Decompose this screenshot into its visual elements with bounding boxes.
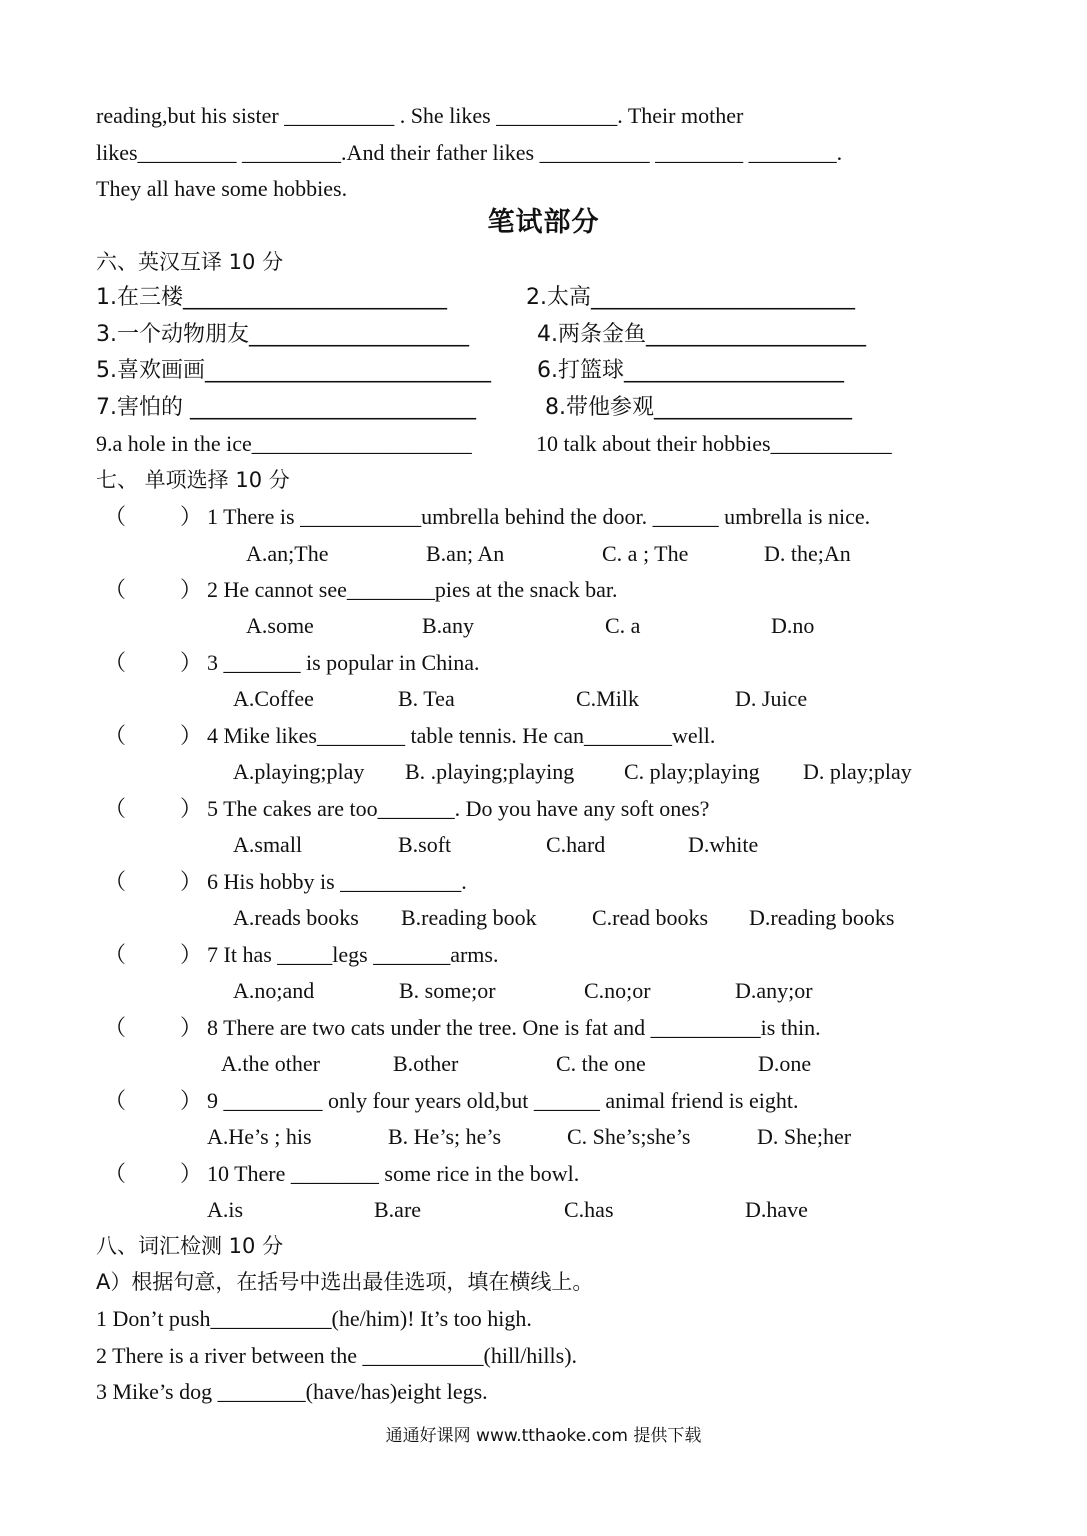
passage-line-3: They all have some hobbies.	[96, 176, 348, 201]
answer-paren-right: ）	[180, 942, 203, 967]
passage-line-2: likes_________ _________.And their father likes __________ ________ ________.	[96, 140, 843, 165]
answer-paren-left: （	[104, 577, 127, 602]
q10-option-c: C.has	[564, 1197, 614, 1222]
answer-paren-right: ）	[180, 1015, 203, 1040]
question-2-stem: 2 He cannot see________pies at the snack bar.	[207, 577, 618, 602]
question-5-stem: 5 The cakes are too_______. Do you have any soft ones?	[207, 796, 710, 821]
q2-option-d: D.no	[771, 613, 815, 638]
q5-option-a: A.small	[233, 832, 303, 857]
q5-option-b: B.soft	[398, 832, 452, 857]
q5-option-d: D.white	[688, 832, 759, 857]
answer-paren-left: （	[104, 723, 127, 748]
answer-paren-left: （	[104, 869, 127, 894]
q3-option-a: A.Coffee	[233, 686, 314, 711]
part6-heading: 六、英汉互译 10 分	[96, 250, 284, 274]
q8-option-c: C. the one	[556, 1051, 646, 1076]
q3-option-c: C.Milk	[576, 686, 639, 711]
answer-paren-right: ）	[180, 504, 203, 529]
question-9-stem: 9 _________ only four years old,but ______ animal friend is eight.	[207, 1088, 799, 1113]
translate-item-5: 5.喜欢画画__________________________	[96, 358, 491, 383]
question-3-stem: 3 _______ is popular in China.	[207, 650, 480, 675]
translate-item-6: 6.打篮球____________________	[537, 358, 844, 383]
q9-option-d: D. She;her	[757, 1124, 852, 1149]
q1-option-c: C. a ; The	[602, 541, 689, 566]
q7-option-a: A.no;and	[233, 978, 315, 1003]
q4-option-b: B. .playing;playing	[405, 759, 575, 784]
q7-option-b: B. some;or	[399, 978, 496, 1003]
q6-option-a: A.reads books	[233, 905, 359, 930]
q10-option-d: D.have	[745, 1197, 808, 1222]
q5-option-c: C.hard	[546, 832, 606, 857]
q3-option-b: B. Tea	[398, 686, 455, 711]
q3-option-d: D. Juice	[735, 686, 808, 711]
translate-item-2: 2.太高________________________	[526, 285, 855, 310]
part8-heading: 八、词汇检测 10 分	[96, 1234, 284, 1258]
translate-item-7: 7.害怕的 __________________________	[96, 395, 476, 420]
translate-item-8: 8.带他参观__________________	[545, 395, 852, 420]
question-4-stem: 4 Mike likes________ table tennis. He can________well.	[207, 723, 716, 748]
question-8-stem: 8 There are two cats under the tree. One is fat and __________is thin.	[207, 1015, 821, 1040]
passage-line-1: reading,but his sister __________ . She likes ___________. Their mother	[96, 103, 744, 128]
answer-paren-left: （	[104, 504, 127, 529]
part7-heading: 七、 单项选择 10 分	[96, 468, 290, 492]
vocab-item-2: 2 There is a river between the ___________(hill/hills).	[96, 1343, 578, 1368]
vocab-item-1: 1 Don’t push___________(he/him)! It’s too high.	[96, 1306, 532, 1331]
q2-option-c: C. a	[605, 613, 641, 638]
q6-option-d: D.reading books	[749, 905, 895, 930]
q1-option-a: A.an;The	[246, 541, 329, 566]
translate-item-1: 1.在三楼________________________	[96, 285, 447, 310]
question-10-stem: 10 There ________ some rice in the bowl.	[207, 1161, 580, 1186]
answer-paren-left: （	[104, 650, 127, 675]
q2-option-b: B.any	[422, 613, 474, 638]
translate-item-4: 4.两条金鱼____________________	[537, 322, 866, 347]
answer-paren-left: （	[104, 1161, 127, 1186]
answer-paren-right: ）	[180, 796, 203, 821]
q2-option-a: A.some	[246, 613, 314, 638]
question-1-stem: 1 There is ___________umbrella behind the door. ______ umbrella is nice.	[207, 504, 871, 529]
answer-paren-right: ）	[180, 577, 203, 602]
q1-option-d: D. the;An	[764, 541, 851, 566]
q8-option-a: A.the other	[221, 1051, 320, 1076]
answer-paren-right: ）	[180, 869, 203, 894]
q4-option-c: C. play;playing	[624, 759, 760, 784]
translate-item-3: 3.一个动物朋友____________________	[96, 322, 469, 347]
question-7-stem: 7 It has _____legs _______arms.	[207, 942, 499, 967]
vocab-item-3: 3 Mike’s dog ________(have/has)eight legs.	[96, 1379, 488, 1404]
q1-option-b: B.an; An	[426, 541, 505, 566]
q6-option-b: B.reading book	[401, 905, 537, 930]
answer-paren-left: （	[104, 1088, 127, 1113]
q10-option-a: A.is	[207, 1197, 244, 1222]
q4-option-d: D. play;play	[803, 759, 912, 784]
translate-item-10: 10 talk about their hobbies___________	[536, 431, 892, 456]
answer-paren-left: （	[104, 1015, 127, 1040]
answer-paren-right: ）	[180, 1161, 203, 1186]
q9-option-b: B. He’s; he’s	[388, 1124, 502, 1149]
part8-instruction: A）根据句意，在括号中选出最佳选项，填在横线上。	[96, 1270, 594, 1294]
q9-option-c: C. She’s;she’s	[567, 1124, 691, 1149]
answer-paren-right: ）	[180, 1088, 203, 1113]
q9-option-a: A.He’s ; his	[207, 1124, 312, 1149]
answer-paren-right: ）	[180, 723, 203, 748]
q7-option-d: D.any;or	[735, 978, 813, 1003]
q6-option-c: C.read books	[592, 905, 709, 930]
answer-paren-right: ）	[180, 650, 203, 675]
translate-item-9: 9.a hole in the ice____________________	[96, 431, 472, 456]
q4-option-a: A.playing;play	[233, 759, 365, 784]
q10-option-b: B.are	[374, 1197, 422, 1222]
answer-paren-left: （	[104, 796, 127, 821]
answer-paren-left: （	[104, 942, 127, 967]
q8-option-b: B.other	[393, 1051, 459, 1076]
page-footer: 通通好课网 www.tthaoke.com 提供下载	[385, 1426, 702, 1446]
q7-option-c: C.no;or	[584, 978, 651, 1003]
question-6-stem: 6 His hobby is ___________.	[207, 869, 467, 894]
q8-option-d: D.one	[758, 1051, 812, 1076]
section-title: 笔试部分	[487, 207, 600, 238]
